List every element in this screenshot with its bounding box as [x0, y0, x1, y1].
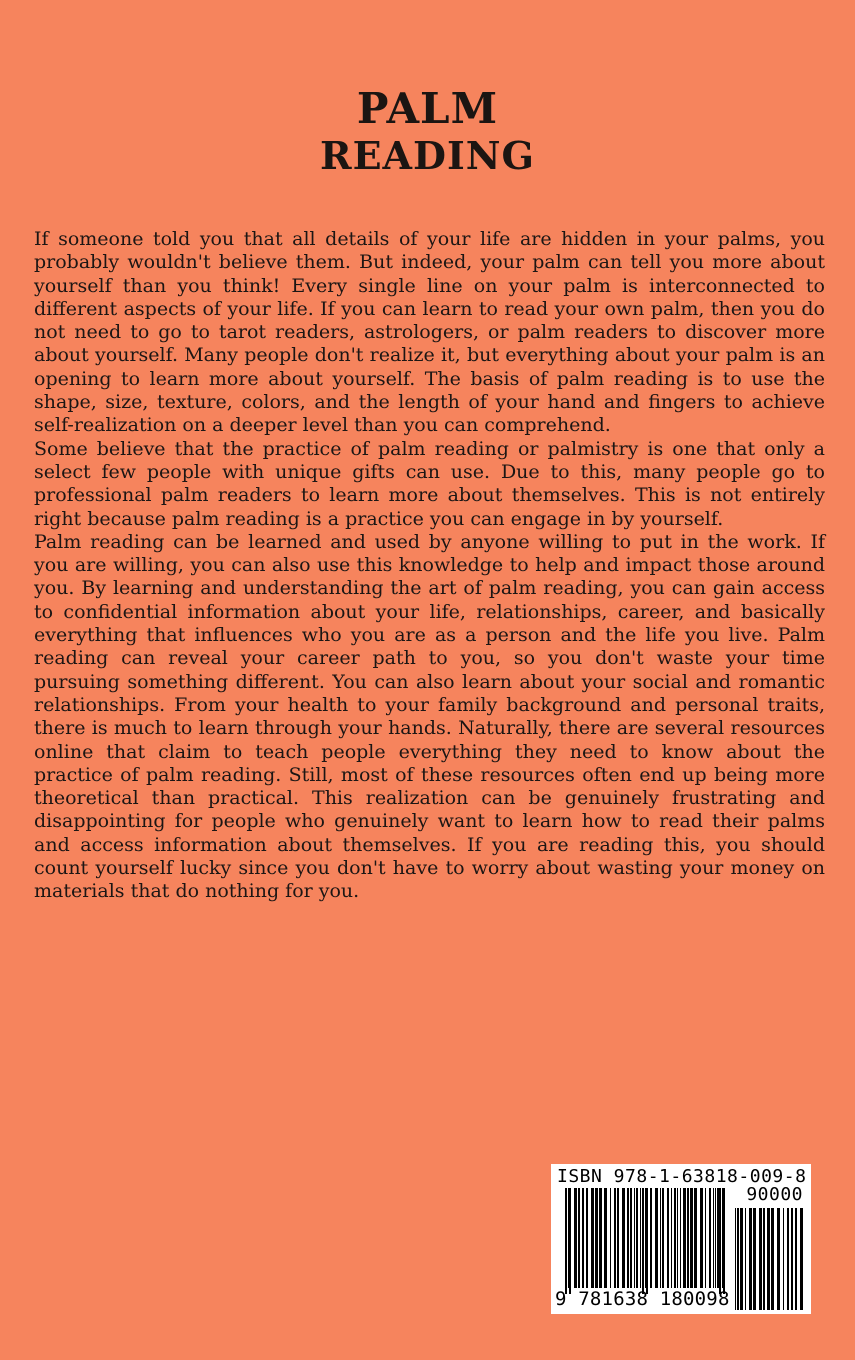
barcode-guard-bar: [723, 1188, 725, 1294]
barcode-bar: [787, 1208, 789, 1310]
barcode-bar: [614, 1188, 616, 1288]
barcode-bar: [795, 1208, 797, 1310]
barcode-bar: [586, 1188, 588, 1288]
barcode-bar: [690, 1188, 693, 1288]
barcode-bar: [735, 1208, 736, 1310]
price-addon-code: 90000: [746, 1184, 803, 1205]
barcode-guard-bar: [565, 1188, 567, 1294]
title-line-reading: READING: [320, 133, 535, 178]
barcode-bar: [617, 1188, 619, 1288]
isbn-barcode: [551, 1164, 811, 1314]
barcode-bar: [627, 1188, 629, 1288]
barcode-bar: [767, 1208, 770, 1310]
barcode-bar: [650, 1188, 652, 1288]
barcode-bar: [740, 1208, 743, 1310]
barcode-bar: [683, 1188, 686, 1288]
blurb-paragraph-1: If someone told you that all details of your life are hidden in your palms, you probably wouldn't believe them. But indeed, your palm can tell you more about yourself than you think! Every single line on your palm is interconnected to different aspects of your life. If you can learn to read your own palm, then you do not need to go to tarot readers, astrologers, or palm readers to discover more about yourself. Many people don't realize it, but everything about your palm is an opening to learn more about yourself. The basis of palm reading is to use the shape, size, texture, colors, and the length of your hand and fingers to achieve self-realization on a deeper level than you can comprehend.: [34, 228, 825, 437]
barcode-bar: [636, 1188, 638, 1288]
barcode-bar: [610, 1188, 611, 1288]
isbn-label: ISBN 978-1-63818-009-8: [557, 1166, 807, 1187]
barcode-bar: [630, 1188, 632, 1288]
barcode-bar: [753, 1208, 756, 1310]
barcode-bar: [700, 1188, 703, 1288]
barcode-bar: [763, 1208, 765, 1310]
barcode-bar: [671, 1188, 672, 1288]
barcode-bar: [640, 1188, 641, 1288]
barcode-bar: [722, 1188, 723, 1288]
barcode-bar: [687, 1188, 689, 1288]
barcode-bar: [715, 1188, 716, 1288]
barcode-bar: [677, 1188, 678, 1288]
barcode-bar: [694, 1188, 697, 1288]
barcode-bar: [599, 1188, 602, 1288]
barcode-bar: [634, 1188, 635, 1288]
barcode-bar: [680, 1188, 681, 1288]
ean-digits: 9 781638 180098: [555, 1288, 730, 1310]
barcode-bar: [667, 1188, 669, 1288]
barcode-bar: [662, 1188, 664, 1288]
blurb-paragraph-2: Some believe that the practice of palm reading or palmistry is one that only a select few people with unique gifts can use. Due to this, many people go to professional palm readers to learn more about themselves. This is not entirely right because palm reading is a practice you can engage in by yourself.: [34, 437, 825, 530]
barcode-bar: [582, 1188, 584, 1288]
barcode-guard-bar: [569, 1188, 571, 1294]
barcode-bar: [604, 1188, 607, 1288]
barcode-bar: [737, 1208, 739, 1310]
barcode-bar: [791, 1208, 793, 1310]
barcode-bar: [777, 1208, 780, 1310]
barcode-bar: [705, 1188, 706, 1288]
barcode-guard-bar: [719, 1188, 721, 1294]
title-line-palm: PALM: [356, 84, 499, 133]
barcode-bar: [717, 1188, 719, 1288]
blurb-paragraph-3: Palm reading can be learned and used by anyone willing to put in the work. If you are willing, you can also use this knowledge to help and impact those around you. By learning and understanding the art of palm reading, you can gain access to confidential information about your life, relationships, career, and basically everything that influences who you are as a person and the life you live. Palm reading can reveal your career path to you, so you don't waste your time pursuing something different. You can also learn about your social and romantic relationships. From your health to your family background and personal traits, there is much to learn through your hands. Naturally, there are several resources online that claim to teach people everything they need to know about the practice of palm reading. Still, most of these resources often end up being more theoretical than practical. This realization can be genuinely frustrating and disappointing for people who genuinely want to learn how to read their palms and access information about themselves. If you are reading this, you should count yourself lucky since you don't have to worry about wasting your money on materials that do nothing for you.: [34, 530, 825, 903]
barcode-bar: [800, 1208, 803, 1310]
barcode-bar: [674, 1188, 676, 1288]
back-cover-blurb: [34, 228, 825, 904]
barcode-bar: [713, 1188, 714, 1288]
barcode-bar: [709, 1188, 711, 1288]
book-title: [0, 86, 855, 178]
barcode-guard-bar: [642, 1188, 644, 1294]
barcode-bar: [749, 1208, 752, 1310]
barcode-bar: [591, 1188, 594, 1288]
barcode-bar: [745, 1208, 746, 1310]
barcode-bar: [595, 1188, 598, 1288]
barcode-bar: [783, 1208, 784, 1310]
barcode-guard-bar: [646, 1188, 648, 1294]
barcode-bar: [759, 1208, 762, 1310]
barcode-bar: [655, 1188, 658, 1288]
barcode-bar: [622, 1188, 625, 1288]
barcode-bar: [574, 1188, 577, 1288]
barcode-bar: [771, 1208, 774, 1310]
barcode-bar: [578, 1188, 580, 1288]
barcode-bar: [660, 1188, 661, 1288]
